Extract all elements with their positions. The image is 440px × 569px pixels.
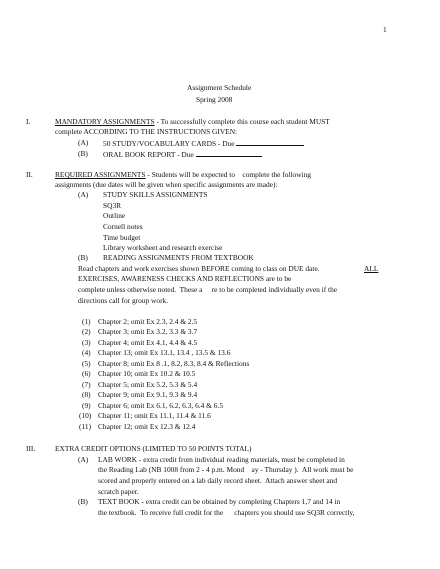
section-2-numeral: II. bbox=[26, 170, 33, 179]
study-skill-item: Library worksheet and research exercise bbox=[103, 243, 223, 252]
item-1a bbox=[103, 139, 304, 147]
study-skill-item: Cornell notes bbox=[103, 222, 143, 231]
item-1b-text: ORAL BOOK REPORT - Due bbox=[103, 150, 196, 159]
item-3a-line: the Reading Lab (NB 1008 from 2 - 4 p.m. Mond ay - Thursday ). All work must be bbox=[98, 465, 354, 474]
chapter-item: Chapter 5; omit Ex 5.2, 5.3 & 5.4 bbox=[98, 380, 198, 389]
section-1-numeral: I. bbox=[26, 117, 31, 126]
section-2-heading-line bbox=[55, 171, 311, 178]
item-1a-text: 50 STUDY/VOCABULARY CARDS - Due bbox=[103, 139, 237, 148]
chapter-item: Chapter 11; omit Ex 11.1, 11.4 & 11.6 bbox=[98, 411, 211, 420]
chapter-item: Chapter 12; omit Ex 12.3 & 12.4 bbox=[98, 422, 196, 431]
chapter-num: (9) bbox=[82, 401, 91, 410]
study-skill-item: Time budget bbox=[103, 233, 141, 242]
chapter-num: (1) bbox=[82, 317, 91, 326]
item-1b bbox=[103, 150, 262, 158]
item-3a-line: scratch paper. bbox=[98, 487, 139, 496]
chapter-num: (10) bbox=[79, 411, 92, 420]
section-2-heading: REQUIRED ASSIGNMENTS bbox=[55, 170, 146, 179]
item-3a-marker: (A) bbox=[78, 455, 89, 464]
item-2a-title: STUDY SKILLS ASSIGNMENTS bbox=[103, 190, 208, 199]
chapter-num: (11) bbox=[79, 422, 92, 431]
section-1-heading-line bbox=[55, 118, 330, 125]
section-1-heading: MANDATORY ASSIGNMENTS bbox=[55, 117, 155, 126]
chapter-item: Chapter 9; omit Ex 9.1, 9.3 & 9.4 bbox=[98, 390, 198, 399]
study-skill-item: SQ3R bbox=[103, 201, 122, 210]
chapter-item: Chapter 6; omit Ex 6.1, 6.2, 6.3, 6.4 & 6.5 bbox=[98, 401, 224, 410]
item-3b-line: the textbook. To receive full credit for the chapters you should use SQ3R correctly, bbox=[98, 508, 355, 517]
item-2b-title: READING ASSIGNMENTS FROM TEXTBOOK bbox=[103, 253, 254, 262]
item-1b-marker: (B) bbox=[78, 149, 88, 158]
item-2b-marker: (B) bbox=[78, 253, 88, 262]
chapter-num: (8) bbox=[82, 390, 91, 399]
section-2-intro: - Students will be expected to complete the following bbox=[145, 170, 311, 179]
reading-para-line: complete unless otherwise noted. These a re to be completed individually even if the bbox=[78, 285, 338, 294]
item-3b-marker: (B) bbox=[78, 497, 88, 506]
item-3b-line: TEXT BOOK - extra credit can be obtained by completing Chapters 1,7 and 14 in bbox=[98, 497, 341, 506]
reading-para-line: EXERCISES, AWARENESS CHECKS AND REFLECTIONS are to be bbox=[78, 274, 292, 283]
chapter-item: Chapter 10; omit Ex 10.2 & 10.5 bbox=[98, 369, 196, 378]
chapter-item: Chapter 8; omit Ex 8 .1, 8.2, 8.3, 8.4 & Reflections bbox=[98, 359, 250, 368]
item-3a-line: scored and properly entered on a lab daily record sheet. Attach answer sheet and bbox=[98, 476, 338, 485]
page-title: Assignment Schedule bbox=[187, 83, 252, 92]
item-3a-line: LAB WORK - extra credit from individual reading materials, must be completed in bbox=[98, 455, 345, 464]
section-2-line-2: assignments (due dates will be given when specific assignments are made): bbox=[55, 180, 278, 189]
section-1-line-2: complete ACCORDING TO THE INSTRUCTIONS GIVEN: bbox=[55, 127, 238, 136]
chapter-item: Chapter 3; omit Ex 3.2, 3.3 & 3.7 bbox=[98, 327, 198, 336]
section-1-intro: - To successfully complete this course each student MUST bbox=[154, 117, 330, 126]
item-1a-marker: (A) bbox=[78, 138, 89, 147]
chapter-num: (5) bbox=[82, 359, 91, 368]
reading-para-line: directions call for group work. bbox=[78, 296, 169, 305]
item-2a-marker: (A) bbox=[78, 190, 89, 199]
chapter-num: (2) bbox=[82, 327, 91, 336]
all-emphasis: ALL bbox=[364, 264, 379, 273]
chapter-item: Chapter 4; omit Ex 4.1, 4.4 & 4.5 bbox=[98, 338, 198, 347]
chapter-item: Chapter 2; omit Ex 2.3, 2.4 & 2.5 bbox=[98, 317, 198, 326]
due-date-blank-cards bbox=[236, 139, 304, 146]
due-date-blank-report bbox=[196, 150, 262, 157]
chapter-num: (4) bbox=[82, 348, 91, 357]
chapter-num: (7) bbox=[82, 380, 91, 389]
reading-para-line: Read chapters and work exercises shown BEFORE coming to class on DUE date. bbox=[78, 264, 320, 273]
section-3-heading: EXTRA CREDIT OPTIONS (LIMITED TO 50 POINTS TOTAL) bbox=[55, 444, 252, 453]
chapter-num: (6) bbox=[82, 369, 91, 378]
section-3-numeral: III. bbox=[26, 444, 36, 453]
study-skill-item: Outline bbox=[103, 211, 126, 220]
page-number: 1 bbox=[383, 25, 387, 34]
term-label: Spring 2008 bbox=[196, 95, 233, 104]
chapter-num: (3) bbox=[82, 338, 91, 347]
chapter-item: Chapter 13; omit Ex 13.1, 13.4 , 13.5 & 13.6 bbox=[98, 348, 231, 357]
